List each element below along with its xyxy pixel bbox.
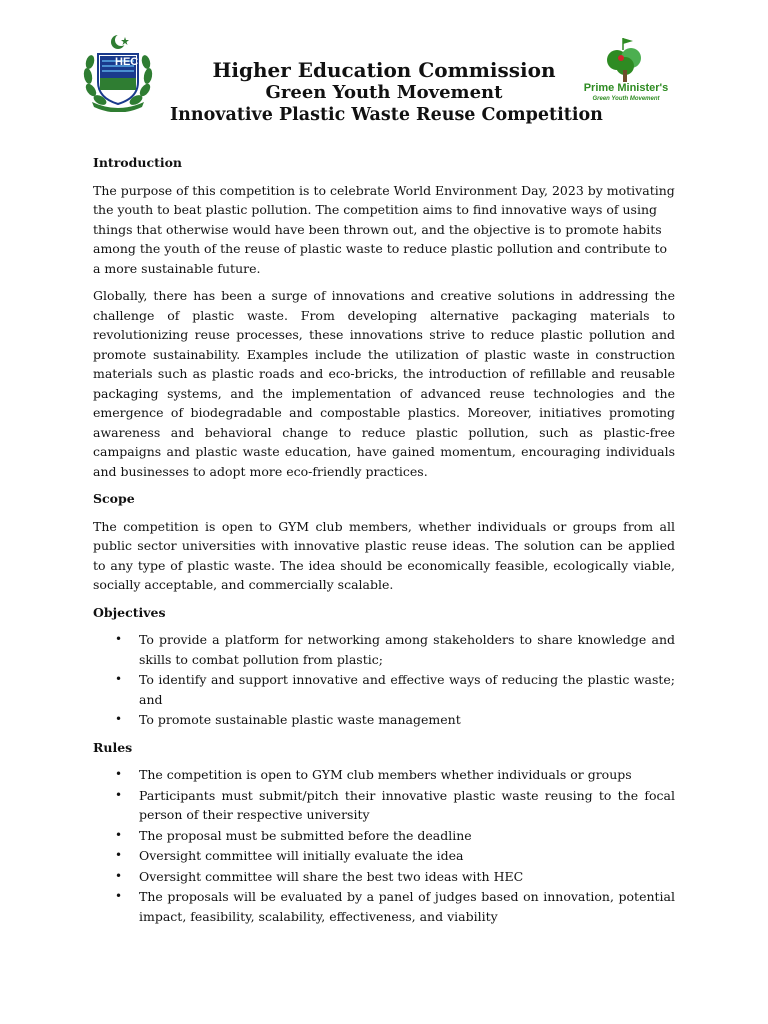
header-titles: [170, 58, 603, 126]
introduction-paragraph-1: The purpose of this competition is to celebrate World Environment Day, 2023 by motivating the youth to beat plastic pollution. The competition aims to find innovative ways of using things that otherwise would have been thrown out, and the objective is to promote habits among the youth of the reuse of plastic waste to reduce plastic pollution and contribute to a more sustainable future.: [93, 182, 675, 276]
list-item-text: To identify and support innovative and effective ways of reducing the plastic waste; and: [139, 672, 675, 707]
introduction-paragraph-2: Globally, there has been a surge of innovations and creative solutions in addressing the challenge of plastic waste. From developing alternative packaging materials to revolutionizing reuse processes, these innovations strive to reduce plastic pollution and promote sustainability. Examples include the utilization of plastic waste in construction materials such as plastic roads and eco-bricks, the introduction of refillable and reusable packaging systems, and the implementation of advanced reuse technologies and the emergence of biodegradable and compostable plastics. Moreover, initiatives promoting awareness and behavioral change to reduce plastic pollution, such as plastic-free campaigns and plastic waste education, have gained momentum, encouraging individuals and businesses to adopt more eco-friendly practices.: [93, 288, 675, 479]
bullet-icon: •: [115, 868, 123, 883]
gym-logo-line2: Green Youth Movement: [592, 96, 660, 102]
competition-title: Innovative Plastic Waste Reuse Competition: [170, 105, 603, 125]
page-title: Higher Education Commission: [212, 58, 556, 82]
scope-heading: Scope: [93, 491, 135, 506]
gym-logo: [575, 36, 677, 108]
list-item-text: Oversight committee will share the best two ideas with HEC: [139, 868, 524, 884]
list-item: [93, 786, 675, 825]
rules-list: [93, 765, 675, 926]
hec-logo: [78, 32, 158, 112]
hec-crest-icon: [78, 32, 158, 112]
list-item-text: Participants must submit/pitch their innovative plastic waste reusing to the focal person of their respective university: [139, 787, 675, 822]
list-item-text: The proposals will be evaluated by a panel of judges based on innovation, potential impact, feasibility, scalability, effectiveness, and viability: [139, 889, 675, 924]
gym-logo-line1: Prime Minister's: [583, 82, 669, 94]
objectives-list: [93, 630, 675, 730]
list-item: [93, 670, 675, 709]
list-item: [93, 710, 675, 730]
objectives-heading: Objectives: [93, 604, 166, 620]
list-item-text: The competition is open to GYM club members whether individuals or groups: [139, 767, 632, 782]
scope-paragraph: The competition is open to GYM club members, whether individuals or groups from all public sector universities with innovative plastic reuse ideas. The solution can be applied to any type of plastic waste. The idea should be economically feasible, ecologically viable, socially acceptable, and commercially scalable.: [93, 518, 675, 592]
list-item-text: The proposal must be submitted before the deadline: [139, 827, 472, 843]
bullet-icon: •: [115, 632, 123, 646]
bullet-icon: •: [115, 889, 123, 903]
list-item-text: To provide a platform for networking among stakeholders to share knowledge and skills to combat pollution from plastic;: [139, 632, 675, 667]
list-item: [93, 826, 675, 846]
document-body: [93, 153, 675, 934]
list-item-text: To promote sustainable plastic waste management: [139, 712, 461, 727]
bullet-icon: •: [115, 787, 123, 802]
hec-logo-text: HEC: [115, 56, 139, 68]
bullet-icon: •: [115, 848, 123, 862]
introduction-heading: Introduction: [93, 155, 183, 170]
bullet-icon: •: [115, 827, 123, 842]
list-item: [93, 846, 675, 866]
gym-tree-icon: [575, 36, 677, 84]
list-item: [93, 867, 675, 887]
bullet-icon: •: [115, 712, 123, 726]
bullet-icon: •: [115, 672, 123, 686]
bullet-icon: •: [115, 767, 123, 781]
list-item: [93, 887, 675, 926]
list-item: [93, 630, 675, 669]
page-subtitle: Green Youth Movement: [265, 82, 503, 103]
rules-heading: Rules: [93, 739, 133, 755]
list-item: [93, 765, 675, 785]
list-item-text: Oversight committee will initially evaluate the idea: [139, 848, 464, 863]
